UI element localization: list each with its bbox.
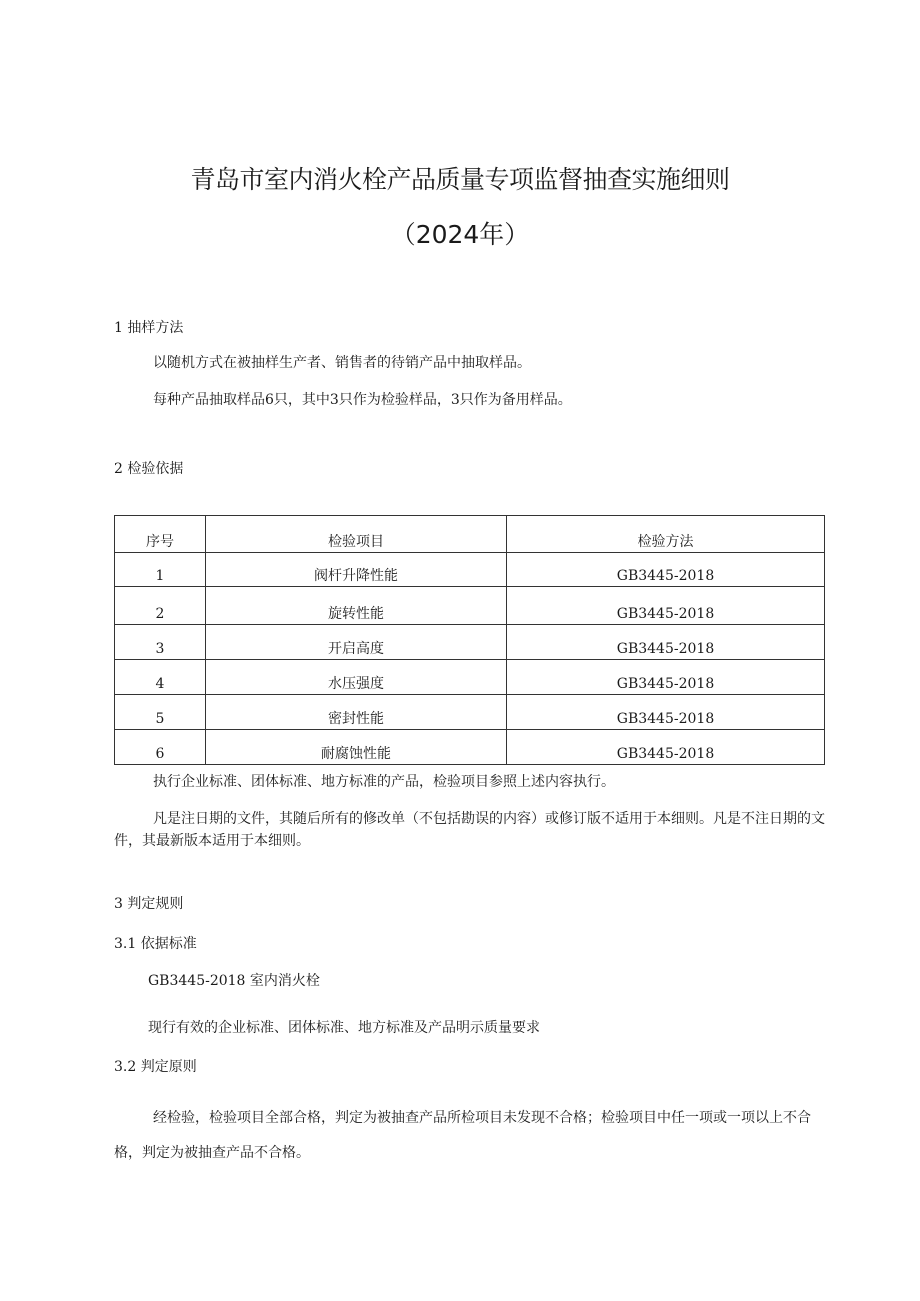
document-title: 青岛市室内消火栓产品质量专项监督抽查实施细则 bbox=[190, 165, 730, 194]
section-1-paragraph-2: 每种产品抽取样品6只，其中3只作为检验样品，3只作为备用样品。 bbox=[153, 392, 572, 408]
table-row bbox=[115, 553, 825, 587]
table-cell: 水压强度 bbox=[206, 660, 507, 695]
table-cell: 1 bbox=[115, 553, 206, 587]
table-cell: GB3445-2018 bbox=[507, 660, 825, 695]
table-header-row bbox=[115, 516, 825, 553]
section-1-paragraph-1: 以随机方式在被抽样生产者、销售者的待销产品中抽取样品。 bbox=[153, 355, 531, 371]
section-3-2-text: 经检验，检验项目全部合格，判定为被抽查产品所检项目未发现不合格；检验项目中任一项或一项以上不合格，判定为被抽查产品不合格。 bbox=[114, 1110, 811, 1161]
section-3-heading: 3 判定规则 bbox=[114, 896, 184, 912]
table-cell: GB3445-2018 bbox=[507, 695, 825, 730]
table-cell: 耐腐蚀性能 bbox=[206, 730, 507, 765]
table-cell: 6 bbox=[115, 730, 206, 765]
table-cell: 2 bbox=[115, 587, 206, 625]
table-cell: GB3445-2018 bbox=[507, 553, 825, 587]
standard-item-1: GB3445-2018 室内消火栓 bbox=[148, 973, 320, 989]
table-cell: 旋转性能 bbox=[206, 587, 507, 625]
table-cell: 开启高度 bbox=[206, 625, 507, 660]
section-2-note-1: 执行企业标准、团体标准、地方标准的产品，检验项目参照上述内容执行。 bbox=[153, 774, 615, 790]
table-cell: 密封性能 bbox=[206, 695, 507, 730]
table-row bbox=[115, 695, 825, 730]
table-row bbox=[115, 660, 825, 695]
table-row bbox=[115, 625, 825, 660]
table-cell: 4 bbox=[115, 660, 206, 695]
table-cell: 阀杆升降性能 bbox=[206, 553, 507, 587]
table-cell: GB3445-2018 bbox=[507, 625, 825, 660]
table-header-cell: 检验项目 bbox=[206, 516, 507, 553]
table-header-cell: 检验方法 bbox=[507, 516, 825, 553]
section-1-heading: 1 抽样方法 bbox=[114, 320, 184, 336]
standard-item-2: 现行有效的企业标准、团体标准、地方标准及产品明示质量要求 bbox=[148, 1020, 540, 1036]
table-cell: GB3445-2018 bbox=[507, 587, 825, 625]
section-2-note-2: 凡是注日期的文件，其随后所有的修改单（不包括勘误的内容）或修订版不适用于本细则。凡是不注日期的文件，其最新版本适用于本细则。 bbox=[114, 811, 825, 849]
section-2-heading: 2 检验依据 bbox=[114, 461, 184, 477]
table-cell: 3 bbox=[115, 625, 206, 660]
table-row bbox=[115, 730, 825, 765]
inspection-table bbox=[114, 515, 825, 765]
document-year: （2024年） bbox=[390, 220, 530, 249]
table-cell: 5 bbox=[115, 695, 206, 730]
table-header-cell: 序号 bbox=[115, 516, 206, 553]
table-cell: GB3445-2018 bbox=[507, 730, 825, 765]
section-3-2-heading: 3.2 判定原则 bbox=[114, 1059, 197, 1075]
section-3-1-heading: 3.1 依据标准 bbox=[114, 936, 197, 952]
table-row bbox=[115, 587, 825, 625]
